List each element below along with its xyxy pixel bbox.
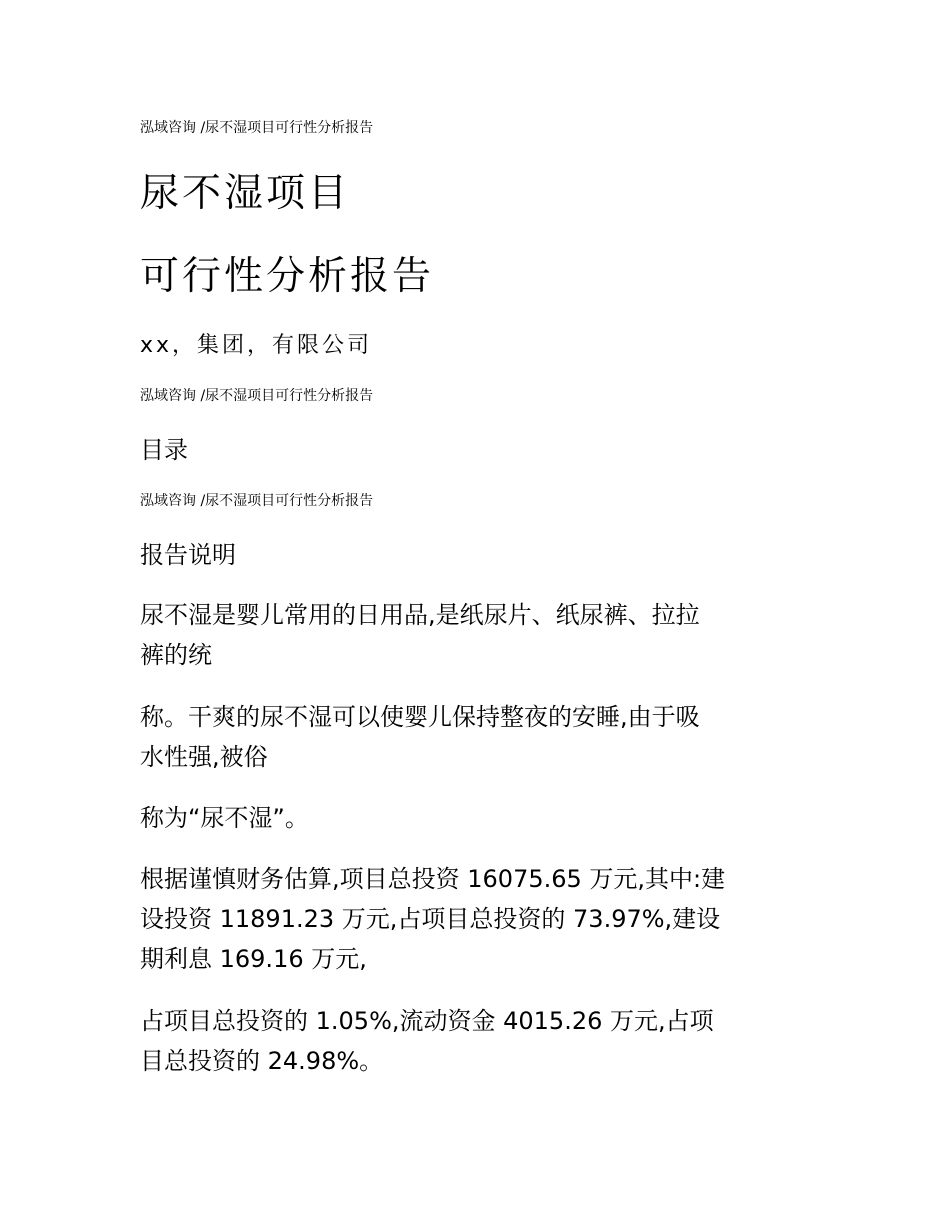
page-header: 泓域咨询 /尿不湿项目可行性分析报告 <box>140 493 374 509</box>
paragraph-line: 裤的统 <box>140 641 212 669</box>
paragraph-line: 根据谨慎财务估算,项目总投资 16075.65 万元,其中:建 <box>140 865 726 893</box>
cover-title-line-1: 尿不湿项目 <box>140 171 351 216</box>
paragraph <box>140 859 830 979</box>
report-description-heading: 报告说明 <box>140 541 236 569</box>
paragraph-line: 尿不湿是婴儿常用的日用品,是纸尿片、纸尿裤、拉拉 <box>140 601 700 629</box>
paragraph-line: 目总投资的 24.98%。 <box>140 1047 384 1075</box>
page-header: 泓域咨询 /尿不湿项目可行性分析报告 <box>140 388 374 404</box>
paragraph <box>140 798 830 838</box>
paragraph <box>140 1001 830 1081</box>
paragraph-line: 称。干爽的尿不湿可以使婴儿保持整夜的安睡,由于吸 <box>140 703 700 731</box>
paragraph-line: 水性强,被俗 <box>140 743 268 771</box>
cover-title-line-2: 可行性分析报告 <box>140 254 435 299</box>
paragraph-line: 称为“尿不湿”。 <box>140 804 309 832</box>
paragraph <box>140 595 830 675</box>
paragraph <box>140 697 830 777</box>
company-name: xx，集团，有限公司 <box>140 333 373 358</box>
paragraph-line: 设投资 11891.23 万元,占项目总投资的 73.97%,建设 <box>140 905 721 933</box>
page-header: 泓域咨询 /尿不湿项目可行性分析报告 <box>140 120 374 136</box>
paragraph-line: 期利息 169.16 万元, <box>140 945 367 973</box>
toc-heading: 目录 <box>140 436 188 464</box>
paragraph-line: 占项目总投资的 1.05%,流动资金 4015.26 万元,占项 <box>140 1007 714 1035</box>
